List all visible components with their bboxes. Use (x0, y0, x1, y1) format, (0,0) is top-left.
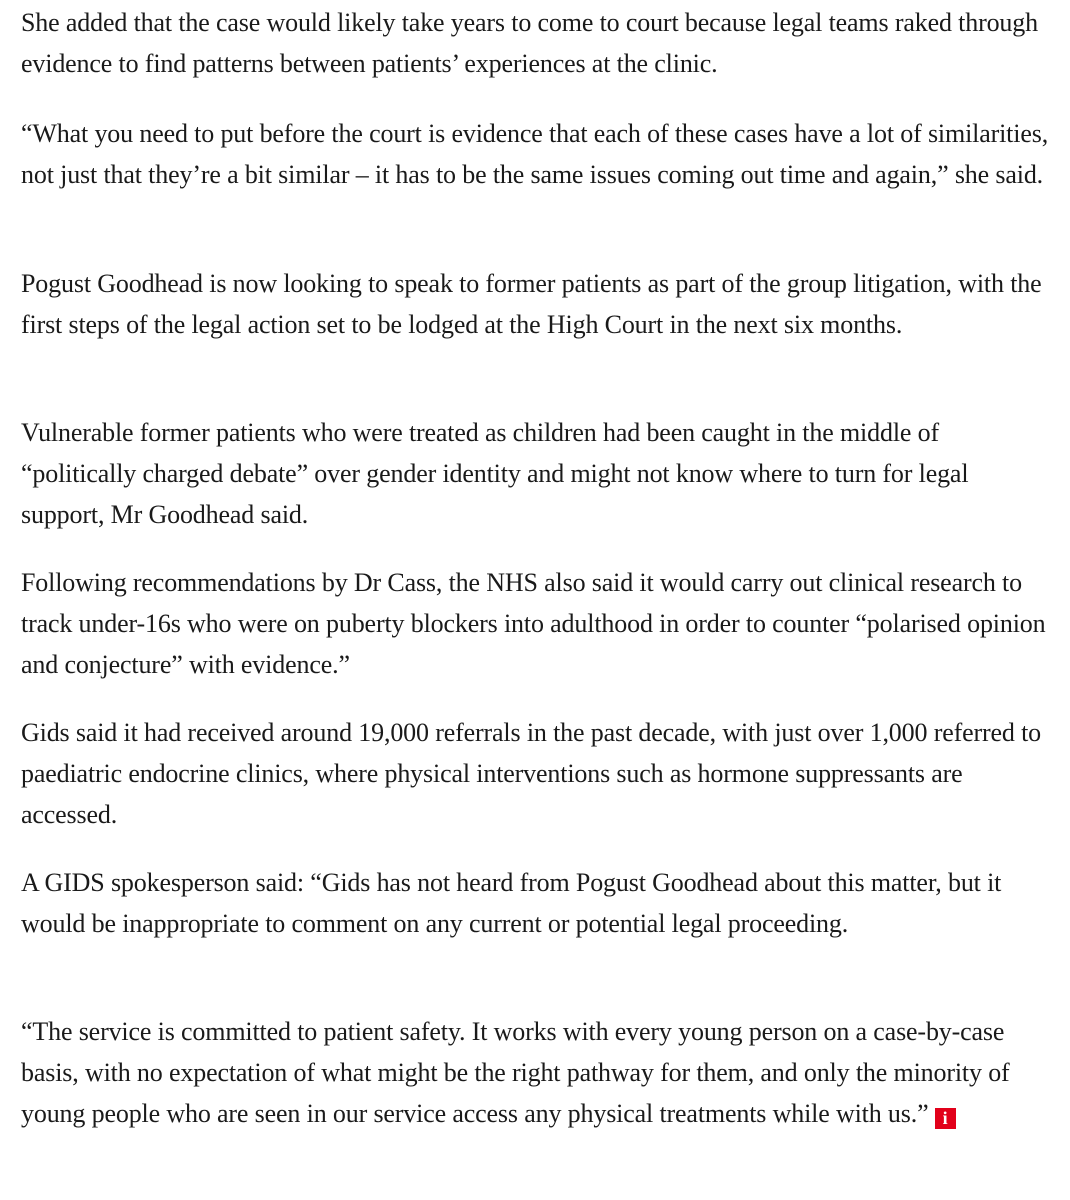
article-paragraph: A GIDS spokesperson said: “Gids has not heard from Pogust Goodhead about this matter, but it would be inappropriate to comment on any current or potential legal proceeding. (21, 868, 1002, 938)
article-paragraph: She added that the case would likely take years to come to court because legal teams raked through evidence to find patterns between patients’ experiences at the clinic. (21, 8, 1038, 78)
article-paragraph-text: “The service is committed to patient safety. It works with every young person on a case-by-case basis, with no expectation of what might be the right pathway for them, and only the minority of young people who are seen in our service access any physical treatments while with us.” (21, 1017, 1010, 1128)
article-paragraph: Gids said it had received around 19,000 referrals in the past decade, with just over 1,000 referred to paediatric endocrine clinics, where physical interventions such as hormone suppressants are accessed. (21, 718, 1042, 829)
end-of-article-icon: i (935, 1108, 956, 1129)
article-paragraph: Pogust Goodhead is now looking to speak to former patients as part of the group litigation, with the first steps of the legal action set to be lodged at the High Court in the next six months. (21, 269, 1042, 339)
article-paragraph: “What you need to put before the court is evidence that each of these cases have a lot of similarities, not just that they’re a bit similar – it has to be the same issues coming out time and again,” she said. (21, 119, 1049, 189)
article-paragraph: Vulnerable former patients who were treated as children had been caught in the middle of “politically charged debate” over gender identity and might not know where to turn for legal support, Mr Goodhead said. (21, 418, 969, 529)
article-paragraph: Following recommendations by Dr Cass, the NHS also said it would carry out clinical research to track under-16s who were on puberty blockers into adulthood in order to counter “polarised opinion and conjecture” with evidence.” (21, 568, 1046, 679)
article-paragraph-last (21, 1011, 1056, 1134)
